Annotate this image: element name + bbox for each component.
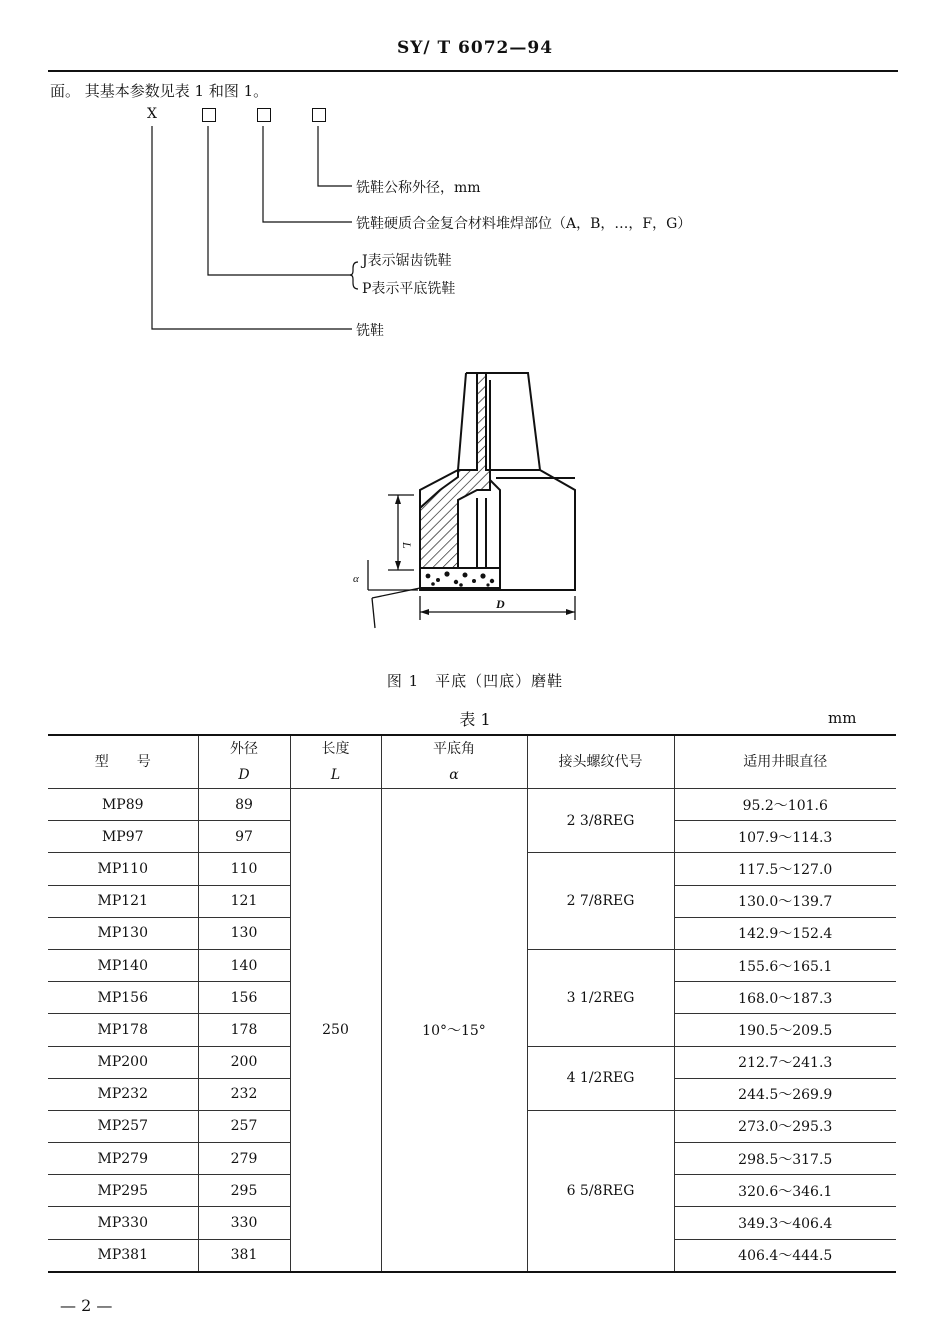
cell-hole: 142.9～152.4 [674, 917, 896, 949]
cell-hole: 320.6～346.1 [674, 1175, 896, 1207]
table-header-row [48, 735, 896, 789]
header-hole: 适用井眼直径 [674, 735, 896, 789]
cell-thread: 4 1/2REG [527, 1046, 674, 1110]
cell-hole: 349.3～406.4 [674, 1207, 896, 1239]
cell-model: MP295 [48, 1175, 198, 1207]
cell-hole: 168.0～187.3 [674, 982, 896, 1014]
cell-hole: 244.5～269.9 [674, 1078, 896, 1110]
cell-model: MP279 [48, 1143, 198, 1175]
header-od [198, 735, 290, 789]
cell-model: MP89 [48, 789, 198, 821]
cell-od: 89 [198, 789, 290, 821]
legend-mill-shoe: 铣鞋 [356, 323, 384, 339]
cell-od: 121 [198, 885, 290, 917]
cell-model: MP330 [48, 1207, 198, 1239]
cell-model: MP97 [48, 821, 198, 853]
cell-hole: 155.6～165.1 [674, 949, 896, 981]
cell-model: MP121 [48, 885, 198, 917]
cell-od: 381 [198, 1239, 290, 1272]
figure-caption: 图 1 平底（凹底）磨鞋 [386, 672, 564, 690]
cell-hole: 95.2～101.6 [674, 789, 896, 821]
legend-hardfacing: 铣鞋硬质合金复合材料堆焊部位（A，B，…，F，G） [356, 216, 692, 232]
header-model: 型 号 [48, 735, 198, 789]
standard-code: SY/ T 6072—94 [396, 38, 554, 58]
table-row [48, 789, 896, 821]
cell-hole: 130.0～139.7 [674, 885, 896, 917]
cell-hole: 107.9～114.3 [674, 821, 896, 853]
cell-od: 257 [198, 1110, 290, 1142]
cell-od: 279 [198, 1143, 290, 1175]
header-angle-symbol: α [449, 767, 459, 783]
cell-thread: 6 5/8REG [527, 1110, 674, 1271]
cell-od: 200 [198, 1046, 290, 1078]
cell-hole: 298.5～317.5 [674, 1143, 896, 1175]
cell-hole: 212.7～241.3 [674, 1046, 896, 1078]
header-length-symbol: L [330, 767, 341, 783]
legend-flat-bottom: P表示平底铣鞋 [362, 281, 456, 297]
cell-model: MP257 [48, 1110, 198, 1142]
parameter-table [48, 734, 896, 1273]
cell-length-shared: 250 [290, 789, 381, 1272]
cell-model: MP178 [48, 1014, 198, 1046]
code-prefix: X [147, 106, 157, 122]
cell-model: MP232 [48, 1078, 198, 1110]
cell-model: MP200 [48, 1046, 198, 1078]
cell-hole: 273.0～295.3 [674, 1110, 896, 1142]
table-unit: mm [828, 709, 857, 727]
dimension-label-L: L [400, 542, 414, 549]
intro-text: 面。 其基本参数见表 1 和图 1。 [50, 82, 269, 100]
cell-od: 97 [198, 821, 290, 853]
cell-od: 330 [198, 1207, 290, 1239]
cell-angle-shared: 10°～15° [381, 789, 527, 1272]
cell-thread: 2 3/8REG [527, 789, 674, 853]
cell-od: 295 [198, 1175, 290, 1207]
header-od-label: 外径 [230, 741, 258, 757]
cell-model: MP110 [48, 853, 198, 885]
header-thread: 接头螺纹代号 [527, 735, 674, 789]
mill-shoe-drawing [340, 365, 600, 645]
cell-od: 110 [198, 853, 290, 885]
header-od-symbol: D [238, 767, 250, 783]
cell-od: 178 [198, 1014, 290, 1046]
page-number: — 2 — [60, 1296, 113, 1315]
header-angle-label: 平底角 [433, 741, 475, 757]
legend-outer-diameter: 铣鞋公称外径，mm [356, 180, 481, 196]
header-length-label: 长度 [321, 741, 350, 757]
cell-hole: 190.5～209.5 [674, 1014, 896, 1046]
header-length [290, 735, 381, 789]
cell-hole: 117.5～127.0 [674, 853, 896, 885]
cell-model: MP140 [48, 949, 198, 981]
cell-od: 140 [198, 949, 290, 981]
legend-sawtooth: J表示锯齿铣鞋 [362, 253, 452, 269]
cell-thread: 3 1/2REG [527, 949, 674, 1046]
cell-hole: 406.4～444.5 [674, 1239, 896, 1272]
cell-thread: 2 7/8REG [527, 853, 674, 950]
dimension-label-D: D [496, 597, 505, 611]
cell-model: MP130 [48, 917, 198, 949]
cell-model: MP156 [48, 982, 198, 1014]
table-caption: 表 1 [459, 710, 491, 729]
dimension-label-alpha: α [353, 573, 359, 585]
cell-model: MP381 [48, 1239, 198, 1272]
cell-od: 130 [198, 917, 290, 949]
header-angle [381, 735, 527, 789]
cell-od: 156 [198, 982, 290, 1014]
cell-od: 232 [198, 1078, 290, 1110]
